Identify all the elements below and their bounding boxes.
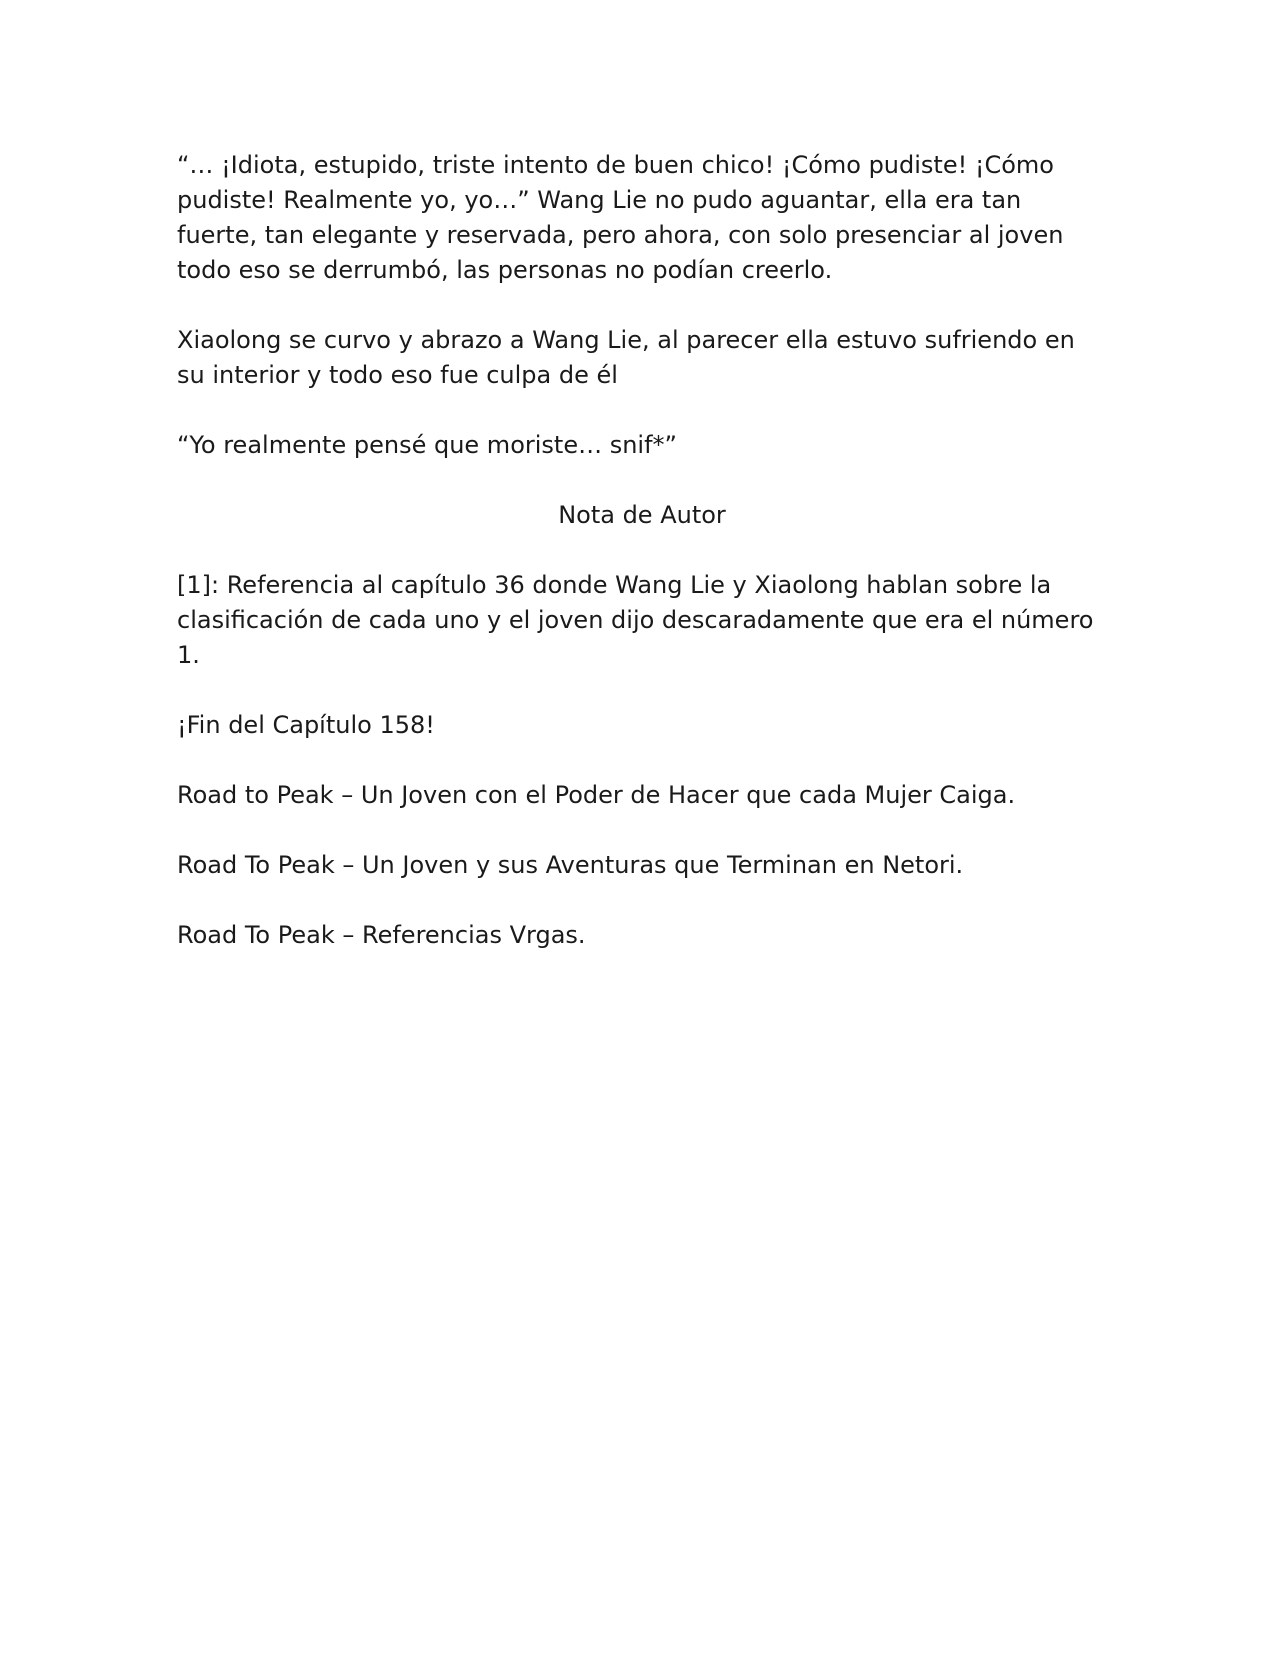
document-page	[177, 148, 1107, 953]
promo-line: Road To Peak – Referencias Vrgas.	[177, 921, 586, 949]
paragraph-narration: Xiaolong se curvo y abrazo a Wang Lie, al parecer ella estuvo sufriendo en su interior y todo eso fue culpa de él	[177, 326, 1075, 389]
promo-line: Road to Peak – Un Joven con el Poder de Hacer que cada Mujer Caiga.	[177, 781, 1016, 809]
chapter-end: ¡Fin del Capítulo 158!	[177, 711, 435, 739]
paragraph-quote: “Yo realmente pensé que moriste… snif*”	[177, 431, 677, 459]
footnote: [1]: Referencia al capítulo 36 donde Wang Lie y Xiaolong hablan sobre la clasificación de cada uno y el joven dijo descaradamente que era el número 1.	[177, 571, 1094, 669]
author-note-heading: Nota de Autor	[558, 501, 726, 529]
paragraph-dialogue: “… ¡Idiota, estupido, triste intento de buen chico! ¡Cómo pudiste! ¡Cómo pudiste! Realmente yo, yo…” Wang Lie no pudo aguantar, ella era tan fuerte, tan elegante y reservada, pero ahora, con solo presenciar al joven todo eso se derrumbó, las personas no podían creerlo.	[177, 151, 1064, 284]
promo-line: Road To Peak – Un Joven y sus Aventuras que Terminan en Netori.	[177, 851, 964, 879]
